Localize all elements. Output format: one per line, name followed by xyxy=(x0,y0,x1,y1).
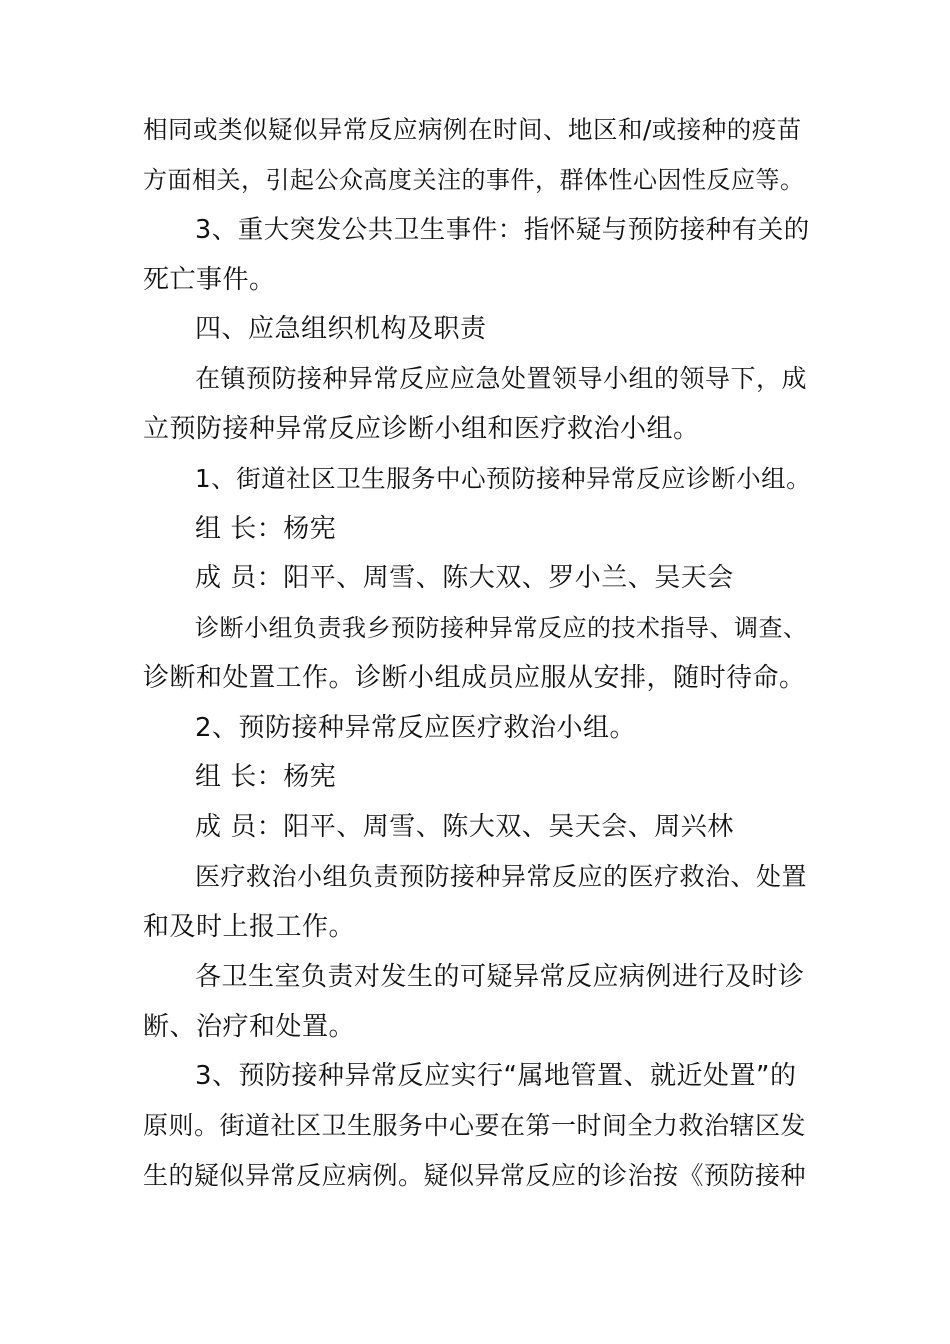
section-heading: 四、应急组织机构及职责 xyxy=(195,314,487,344)
text-line: 1、街道社区卫生服务中心预防接种异常反应诊断小组。 xyxy=(195,464,812,493)
text-line: 相同或类似疑似异常反应病例在时间、地区和/或接种的疫苗 xyxy=(143,115,802,144)
text-line: 成 员：阳平、周雪、陈大双、吴天会、周兴林 xyxy=(195,812,734,842)
text-line: 方面相关，引起公众高度关注的事件，群体性心因性反应等。 xyxy=(143,166,805,194)
text-line: 和及时上报工作。 xyxy=(143,912,356,942)
text-line: 死亡事件。 xyxy=(143,265,276,295)
text-line: 立预防接种异常反应诊断小组和医疗救治小组。 xyxy=(143,414,700,444)
text-line: 诊断和处置工作。诊断小组成员应服从安排，随时待命。 xyxy=(143,663,806,693)
text-line: 2、预防接种异常反应医疗救治小组。 xyxy=(195,713,637,743)
text-line: 组 长：杨宪 xyxy=(195,762,337,792)
text-line: 成 员：阳平、周雪、陈大双、罗小兰、吴天会 xyxy=(195,563,734,593)
text-line: 3、重大突发公共卫生事件：指怀疑与预防接种有关的 xyxy=(195,215,810,245)
text-line: 原则。街道社区卫生服务中心要在第一时间全力救治辖区发 xyxy=(143,1111,807,1140)
text-line: 生的疑似异常反应病例。疑似异常反应的诊治按《预防接种 xyxy=(143,1161,807,1190)
text-line: 诊断小组负责我乡预防接种异常反应的技术指导、调查、 xyxy=(195,614,808,642)
text-line: 在镇预防接种异常反应应急处置领导小组的领导下，成 xyxy=(195,364,808,393)
text-line: 3、预防接种异常反应实行“属地管置、就近处置”的 xyxy=(195,1061,797,1091)
text-line: 断、治疗和处置。 xyxy=(143,1012,356,1042)
text-line: 各卫生室负责对发生的可疑异常反应病例进行及时诊 xyxy=(195,962,805,992)
text-line: 医疗救治小组负责预防接种异常反应的医疗救治、处置 xyxy=(195,862,808,891)
text-line: 组 长：杨宪 xyxy=(195,514,337,544)
